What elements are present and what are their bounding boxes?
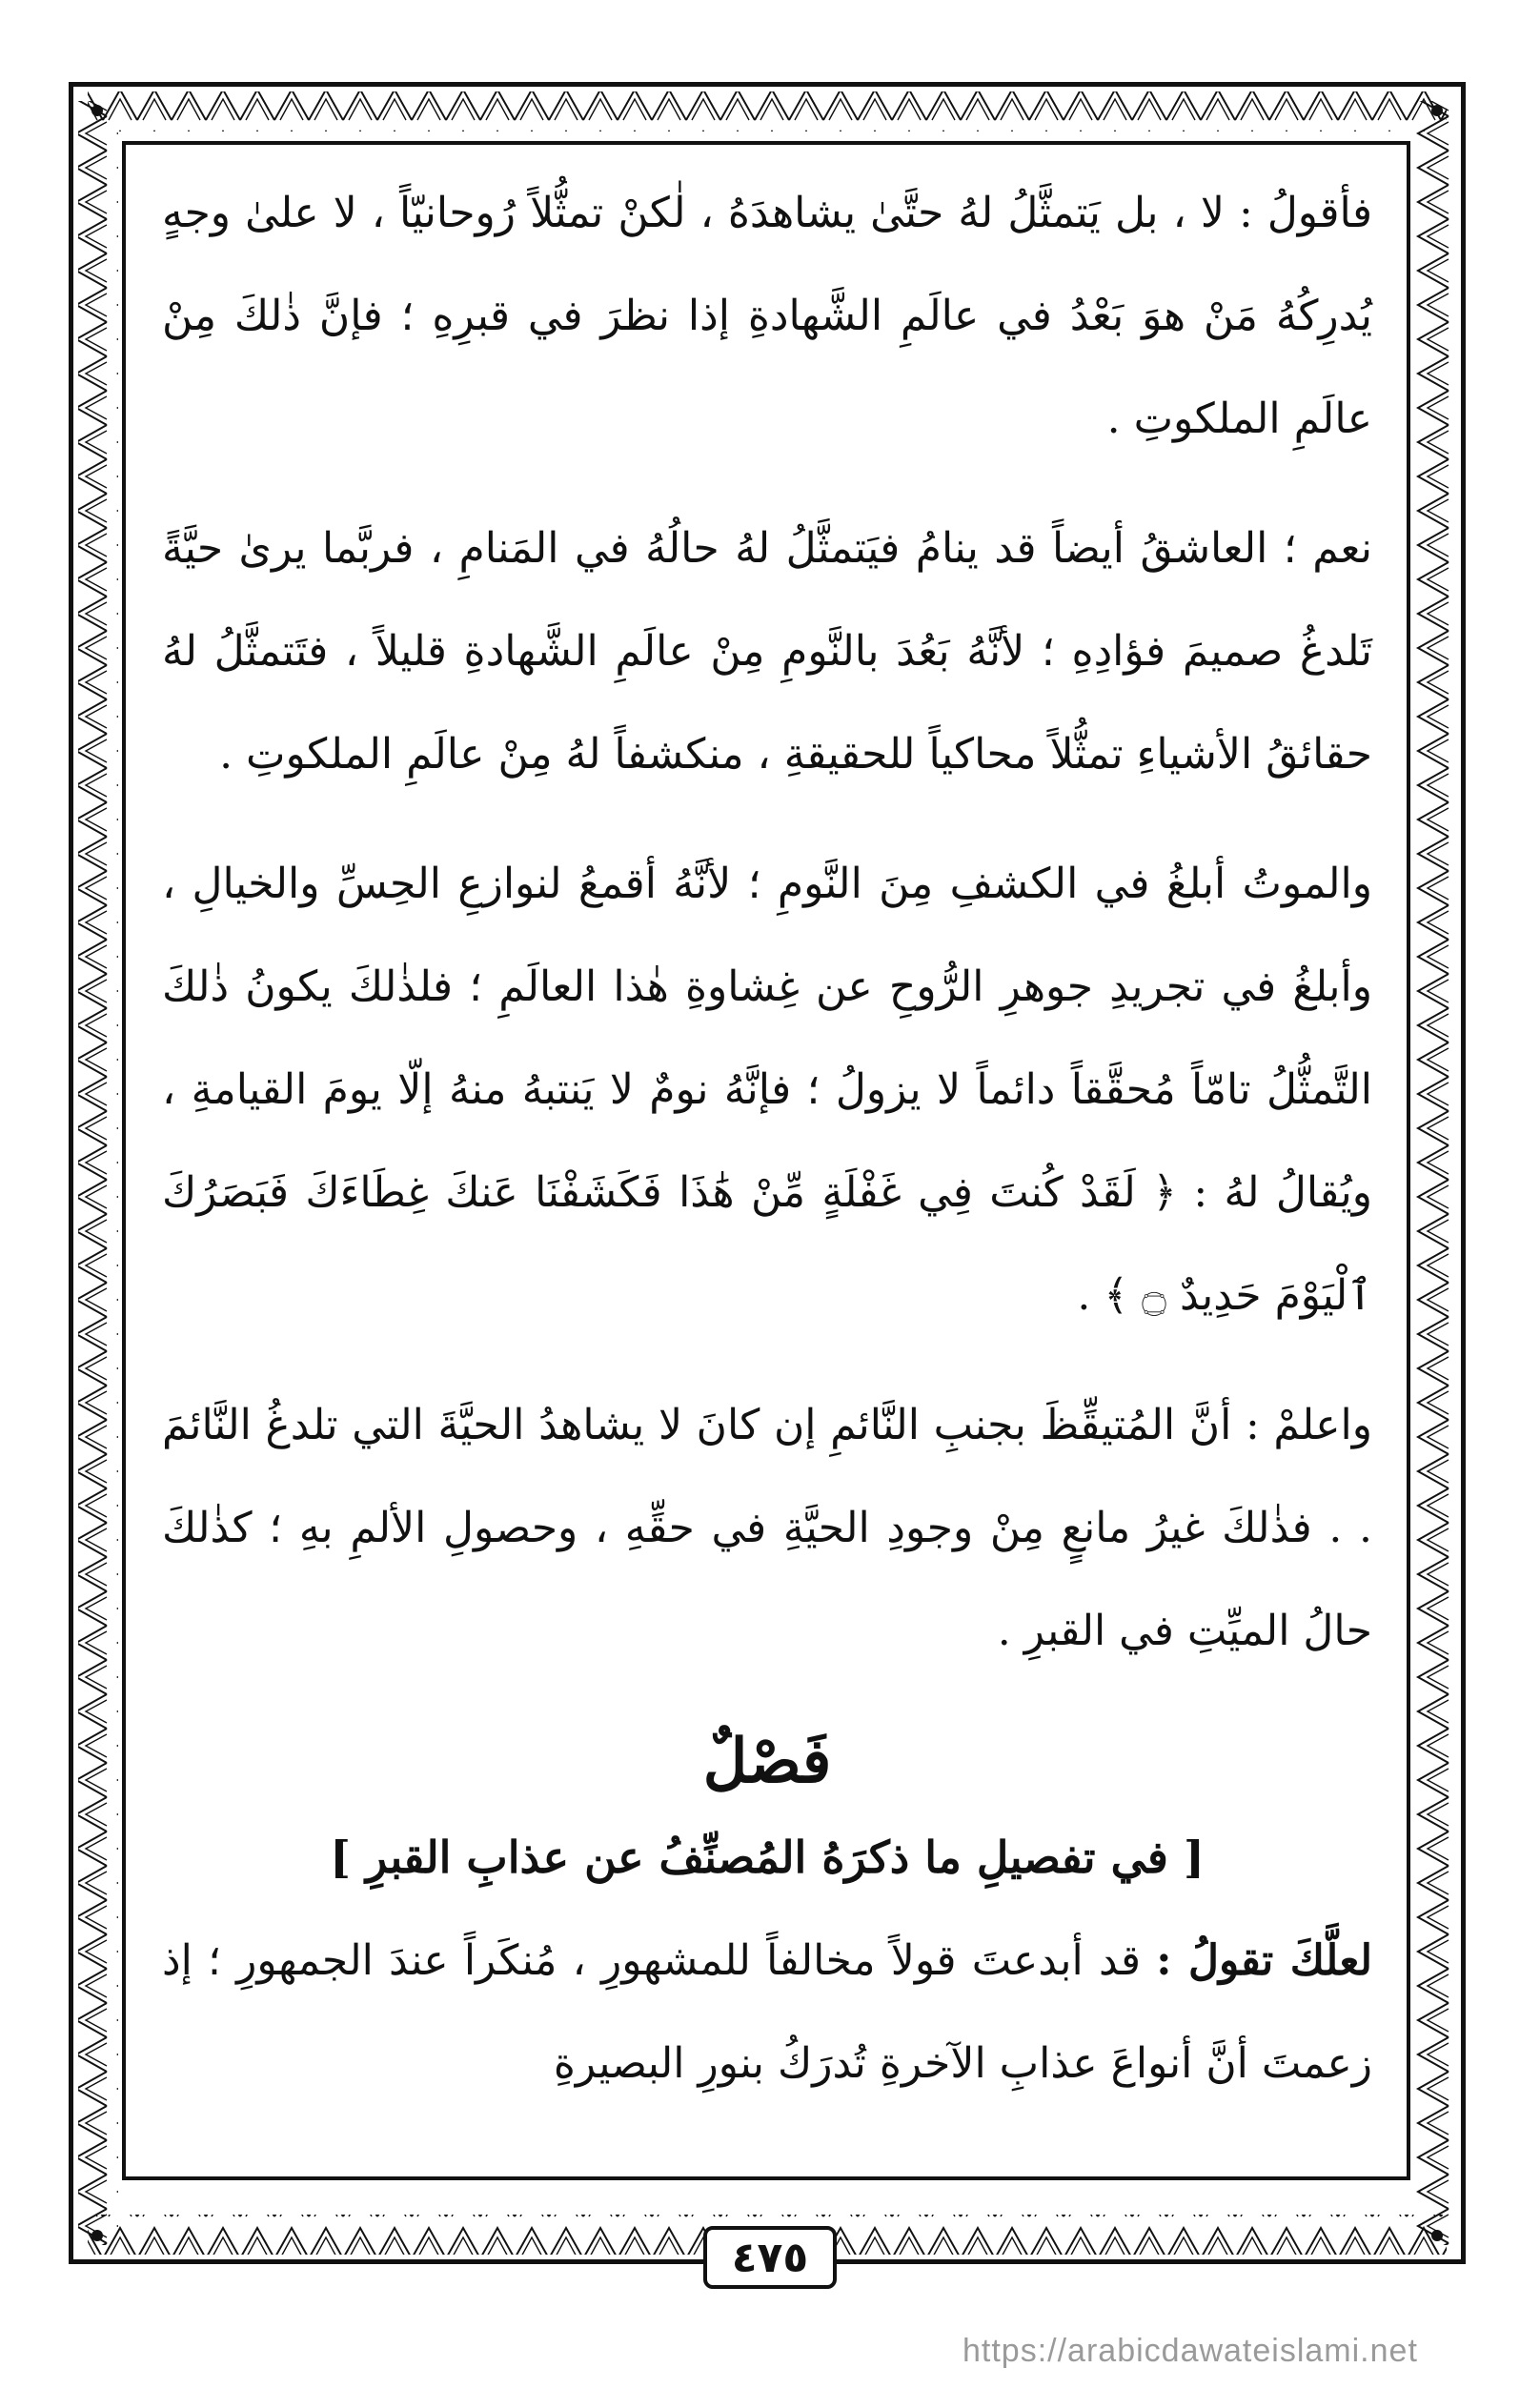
section-lead: لعلَّكَ تقولُ : xyxy=(1156,1936,1372,1985)
section-paragraph xyxy=(162,1910,1372,2115)
paragraph-1 xyxy=(162,162,1372,471)
paragraph-2-text: نعم ؛ العاشقُ أيضاً قد ينامُ فيَتمثَّلُ لهُ حالُهُ في المَنامِ ، فربَّما يرىٰ حيَّةً تَلدغُ صميمَ فؤادِهِ ؛ لأنَّهُ بَعُدَ بالنَّومِ مِنْ عالَمِ الشَّهادةِ قليلاً ، فتَتمثَّلُ لهُ حقائقُ الأشياءِ تمثُّلاً محاكياً للحقيقةِ ، منكشفاً لهُ مِنْ عالَمِ الملكوتِ . xyxy=(162,524,1372,779)
paragraph-3-text: والموتُ أبلغُ في الكشفِ مِنَ النَّومِ ؛ لأنَّهُ أقمعُ لنوازعِ الحِسِّ والخيالِ ، وأبلغُ في تجريدِ جوهرِ الرُّوحِ عن غِشاوةِ هٰذا العالَمِ ؛ فلذٰلكَ يكونُ ذٰلكَ التَّمثُّلُ تامّاً مُحقَّقاً دائماً لا يزولُ ؛ فإنَّهُ نومٌ لا يَنتبهُ منهُ إلّا يومَ القيامةِ ، ويُقالُ لهُ : xyxy=(162,860,1373,1217)
section-ornament-heading: فَصْلٌ xyxy=(702,1726,832,1797)
page-number xyxy=(703,2226,837,2289)
paragraph-2 xyxy=(162,497,1372,806)
watermark-url: https://arabicdawateislami.net xyxy=(962,2333,1418,2369)
paragraph-4 xyxy=(162,1374,1372,1683)
section-title: [ في تفصيلِ ما ذكرَهُ المُصنِّفُ عن عذابِ القبرِ ] xyxy=(330,1831,1205,1883)
page-text xyxy=(162,162,1372,2142)
quran-verse: ﴿ لَقَدْ كُنتَ فِي غَفْلَةٍ مِّنْ هَٰذَا فَكَشَفْنَا عَنكَ غِطَاءَكَ فَبَصَرُكَ ٱلْيَوْمَ حَدِيدٌ ۝ ﴾ . xyxy=(162,1168,1372,1320)
paragraph-3 xyxy=(162,833,1372,1347)
paragraph-4-text: واعلمْ : أنَّ المُتيقِّظَ بجنبِ النَّائمِ إن كانَ لا يشاهدُ الحيَّةَ التي تلدغُ النَّائمَ . . فذٰلكَ غيرُ مانعٍ مِنْ وجودِ الحيَّةِ في حقِّهِ ، وحصولِ الألمِ بهِ ؛ كذٰلكَ حالُ الميِّتِ في القبرِ . xyxy=(162,1401,1372,1655)
page-number-text: ٤٧٥ xyxy=(731,2233,809,2282)
section-text: قد أبدعتَ قولاً مخالفاً للمشهورِ ، مُنكَراً عندَ الجمهورِ ؛ إذ زعمتَ أنَّ أنواعَ عذابِ الآخرةِ تُدرَكُ بنورِ البصيرةِ xyxy=(162,1936,1372,2088)
paragraph-1-text: فأقولُ : لا ، بل يَتمثَّلُ لهُ حتَّىٰ يشاهدَهُ ، لٰكنْ تمثُّلاً رُوحانيّاً ، لا علىٰ وجهٍ يُدرِكُهُ مَنْ هوَ بَعْدُ في عالَمِ الشَّهادةِ إذا نظرَ في قبرِهِ ؛ فإنَّ ذٰلكَ مِنْ عالَمِ الملكوتِ . xyxy=(162,189,1372,443)
